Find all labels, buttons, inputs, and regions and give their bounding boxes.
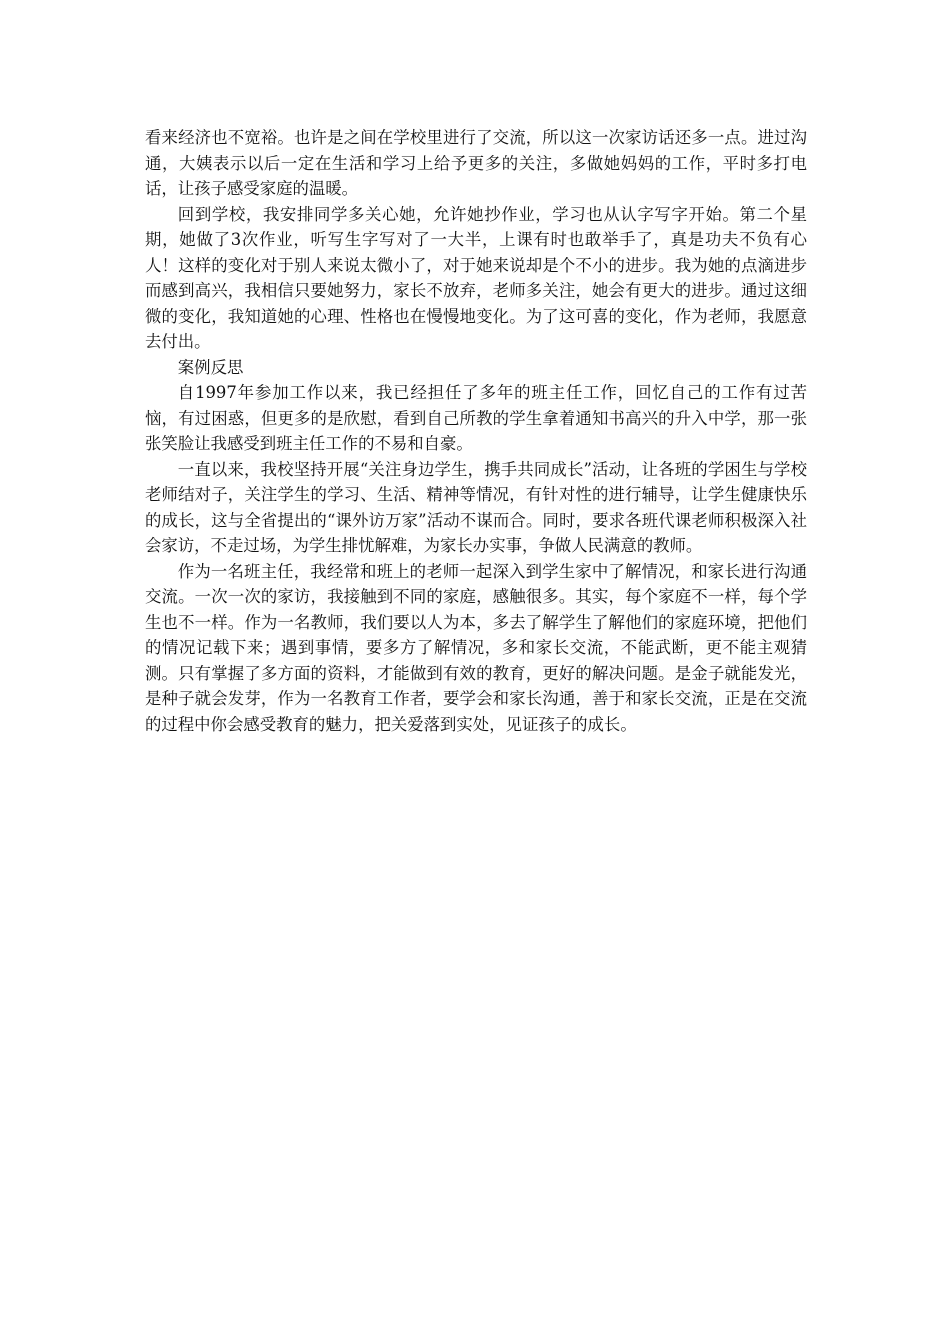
paragraph-continuation: 看来经济也不宽裕。也许是之间在学校里进行了交流，所以这一次家访话还多一点。进过沟通，大姨表示以后一定在生活和学习上给予更多的关注，多做她妈妈的工作，平时多打电话，让孩子感受家庭的温暖。 (145, 128, 807, 198)
paragraph-since-1997: 自1997年参加工作以来，我已经担任了多年的班主任工作，回忆自己的工作有过苦恼，有过困惑，但更多的是欣慰，看到自己所教的学生拿着通知书高兴的升入中学，那一张张笑脸让我感受到班主任工作的不易和自豪。 (145, 383, 807, 453)
section-heading-case-reflection: 案例反思 (177, 357, 244, 377)
paragraph-as-class-teacher: 作为一名班主任，我经常和班上的老师一起深入到学生家中了解情况，和家长进行沟通交流。一次一次的家访，我接触到不同的家庭，感触很多。其实，每个家庭不一样，每个学生也不一样。作为一名教师，我们要以人为本，多去了解学生了解他们的家庭环境，把他们的情况记载下来；遇到事情，要多方了解情况，多和家长交流，不能武断，更不能主观猜测。只有掌握了多方面的资料，才能做到有效的教育，更好的解决问题。是金子就能发光，是种子就会发芽，作为一名教育工作者，要学会和家长沟通，善于和家长交流，正是在交流的过程中你会感受教育的魅力，把关爱落到实处，见证孩子的成长。 (145, 561, 807, 734)
document-body (145, 125, 807, 737)
paragraph-return-to-school: 回到学校，我安排同学多关心她，允许她抄作业，学习也从认字写字开始。第二个星期，她做了3次作业，听写生字写对了一大半，上课有时也敢举手了，真是功夫不负有心人！这样的变化对于别人来说太微小了，对于她来说却是个不小的进步。我为她的点滴进步而感到高兴，我相信只要她努力，家长不放弃，老师多关注，她会有更大的进步。通过这细微的变化，我知道她的心理、性格也在慢慢地变化。为了这可喜的变化，作为老师，我愿意去付出。 (145, 204, 807, 351)
paragraph-school-activity: 一直以来，我校坚持开展“关注身边学生，携手共同成长”活动，让各班的学困生与学校老师结对子，关注学生的学习、生活、精神等情况，有针对性的进行辅导，让学生健康快乐的成长，这与全省提出的“课外访万家”活动不谋而合。同时，要求各班代课老师积极深入社会家访，不走过场，为学生排忧解难，为家长办实事，争做人民满意的教师。 (145, 459, 807, 555)
